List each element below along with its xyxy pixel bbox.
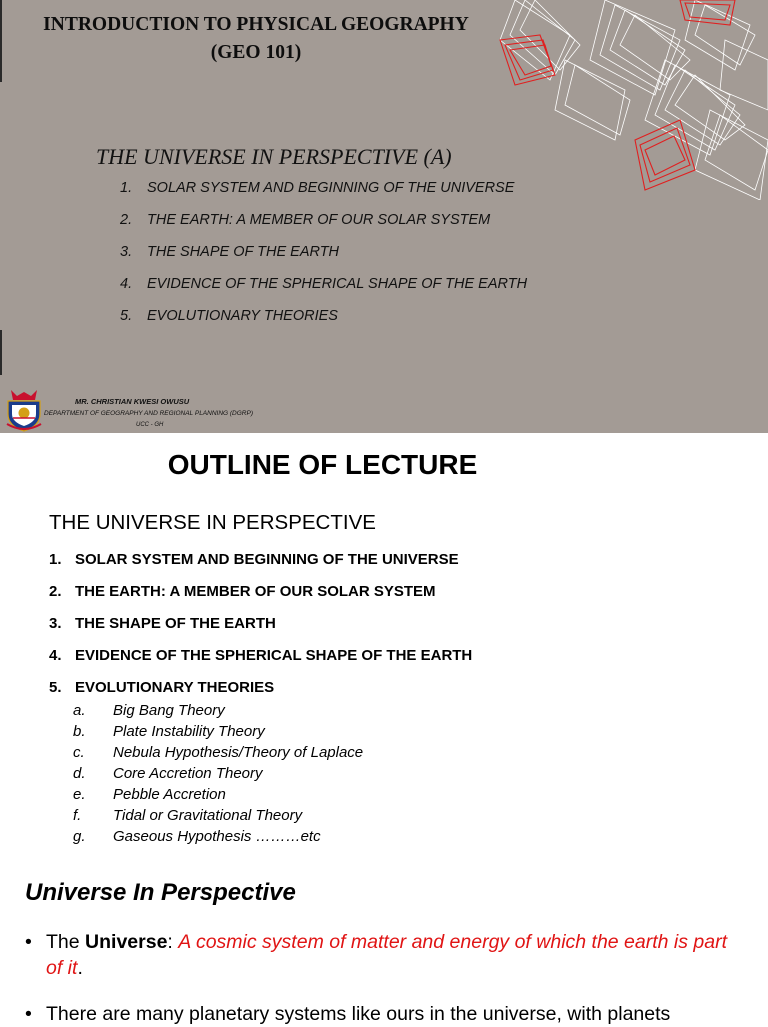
list-item: g. Gaseous Hypothesis ………etc	[73, 828, 321, 845]
list-item: a. Big Bang Theory	[73, 702, 225, 719]
decorative-line-pattern	[495, 0, 768, 200]
topic-list	[120, 179, 527, 339]
list-item: 1. SOLAR SYSTEM AND BEGINNING OF THE UNIVERSE	[120, 180, 515, 196]
outline-title: OUTLINE OF LECTURE	[167, 449, 478, 480]
universe-definition: A cosmic system of matter and energy of which the earth is part of it	[46, 931, 728, 979]
bullet-point	[25, 929, 746, 981]
presenter-name: MR. CHRISTIAN KWESI OWUSU	[75, 397, 190, 406]
list-item: 3. THE SHAPE OF THE EARTH	[49, 615, 276, 632]
list-item: b. Plate Instability Theory	[73, 723, 265, 740]
list-item: 2. THE EARTH: A MEMBER OF OUR SOLAR SYSTEM	[120, 212, 491, 228]
department-name: DEPARTMENT OF GEOGRAPHY AND REGIONAL PLANNING (DGRP)	[44, 410, 253, 417]
slide-edge-line	[0, 330, 2, 375]
list-item: e. Pebble Accretion	[73, 786, 226, 803]
outline-slide	[0, 433, 768, 866]
list-item: 1. SOLAR SYSTEM AND BEGINNING OF THE UNIVERSE	[49, 551, 459, 568]
course-title: INTRODUCTION TO PHYSICAL GEOGRAPHY	[43, 14, 469, 35]
bullet-text: There are many planetary systems like ours in the universe, with planets	[46, 1003, 671, 1025]
outline-heading: THE UNIVERSE IN PERSPECTIVE	[49, 511, 376, 534]
list-item: 5. EVOLUTIONARY THEORIES	[49, 679, 275, 696]
universe-term: Universe	[85, 931, 168, 953]
list-item: f. Tidal or Gravitational Theory	[73, 807, 303, 824]
outline-list	[49, 550, 472, 710]
content-slide	[0, 866, 768, 1024]
bullet-icon: •	[25, 931, 32, 953]
list-item: d. Core Accretion Theory	[73, 765, 263, 782]
list-item: 5. EVOLUTIONARY THEORIES	[120, 308, 338, 324]
institution-name: UCC - GH	[136, 422, 164, 428]
list-item: c. Nebula Hypothesis/Theory of Laplace	[73, 744, 364, 761]
list-item: 3. THE SHAPE OF THE EARTH	[120, 244, 340, 260]
list-item: 4. EVIDENCE OF THE SPHERICAL SHAPE OF THE EARTH	[49, 647, 473, 664]
section-heading: Universe In Perspective	[25, 879, 296, 906]
bullet-text: The Universe: A cosmic system of matter and energy of which the earth is part of it.	[46, 931, 728, 979]
bullet-point	[25, 1001, 746, 1027]
title-slide	[0, 0, 768, 433]
university-crest-logo	[5, 388, 43, 432]
slide-heading: THE UNIVERSE IN PERSPECTIVE (A)	[96, 144, 452, 169]
list-item: 2. THE EARTH: A MEMBER OF OUR SOLAR SYSTEM	[49, 583, 436, 600]
bullet-icon: •	[25, 1003, 32, 1025]
theory-list	[73, 701, 363, 848]
list-item: 4. EVIDENCE OF THE SPHERICAL SHAPE OF THE EARTH	[120, 276, 528, 292]
course-code: (GEO 101)	[210, 42, 302, 63]
